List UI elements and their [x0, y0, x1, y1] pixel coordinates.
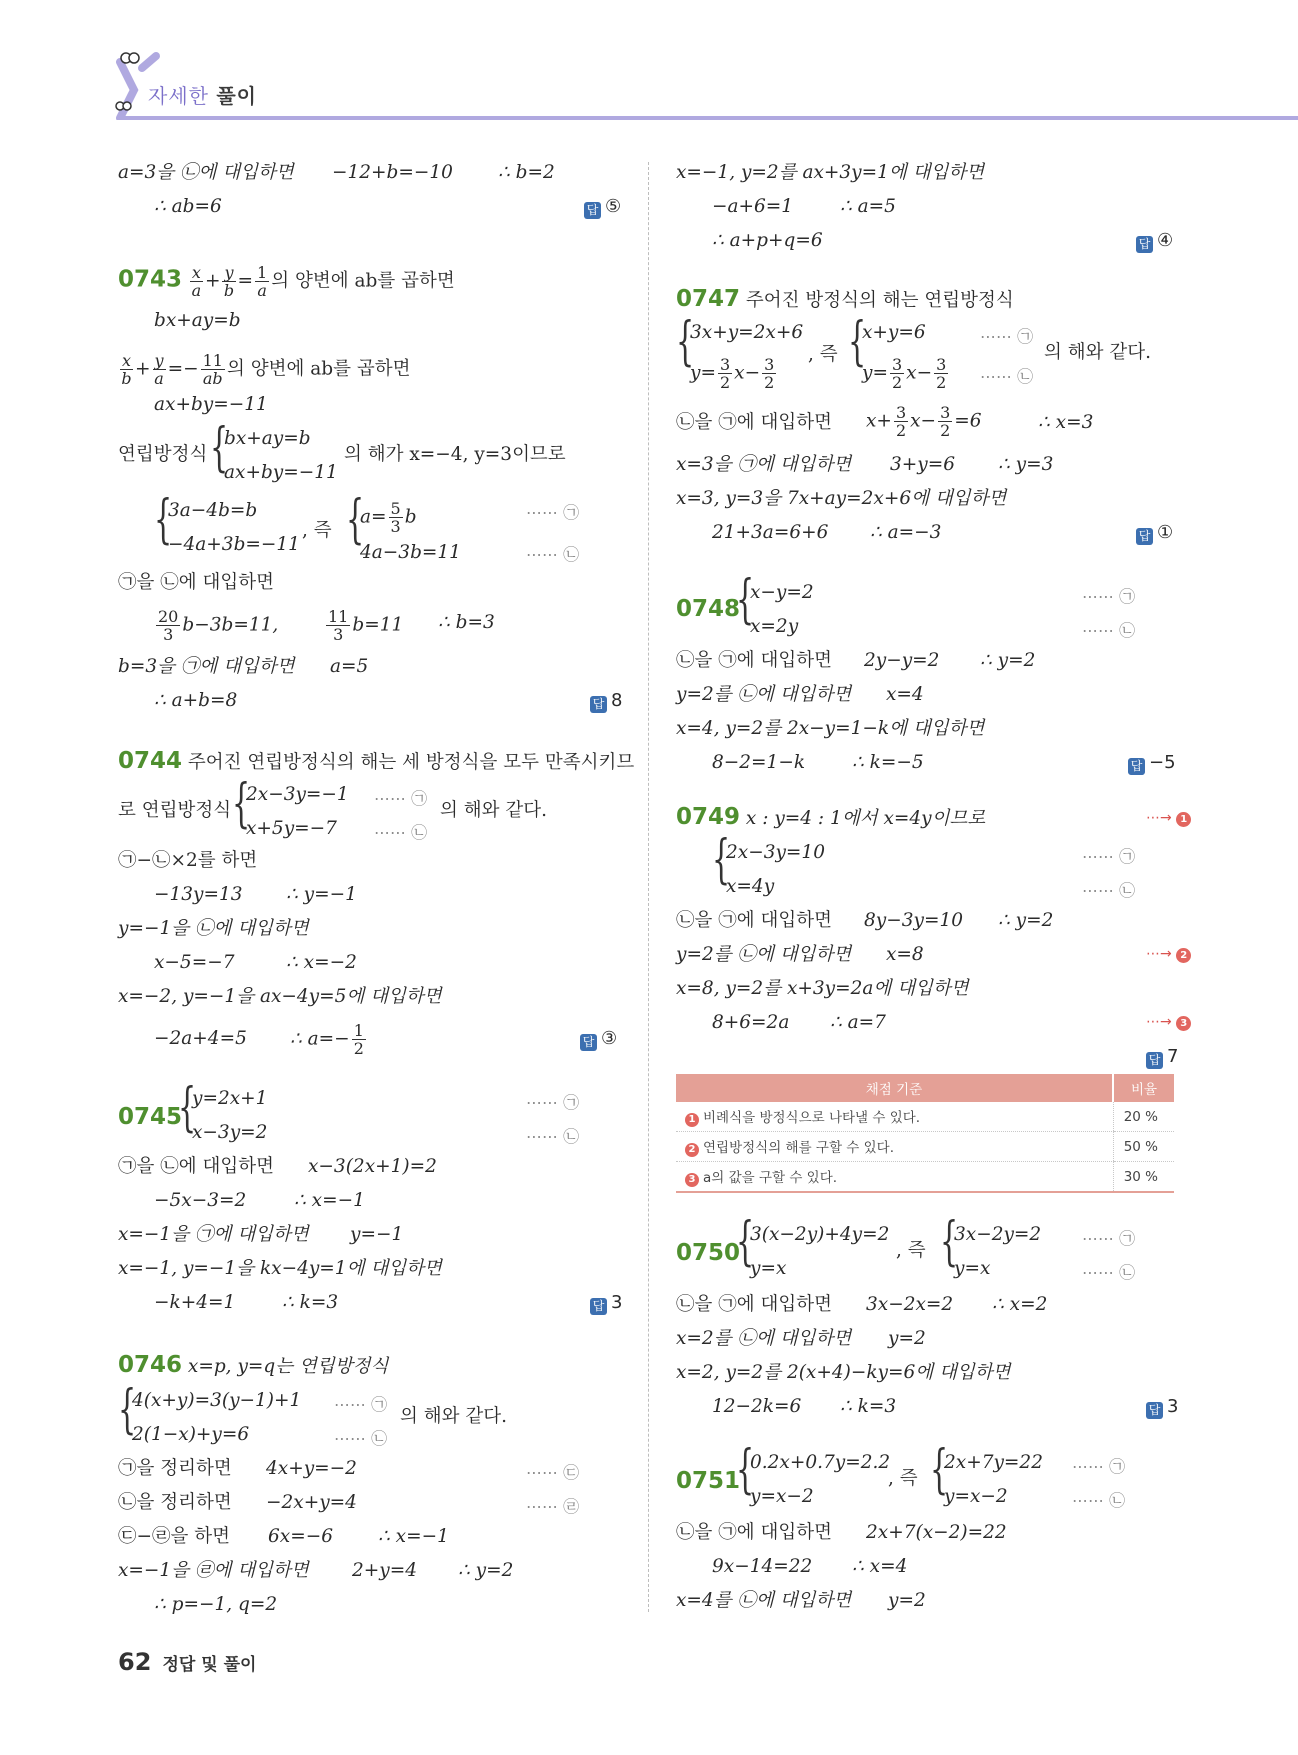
table-row: 1 비례식을 방정식으로 나타낼 수 있다. 20 %	[676, 1102, 1174, 1132]
brace-icon: {	[736, 1212, 755, 1272]
answer-tag-icon: 답	[580, 1034, 597, 1051]
text-line: ∴ x=3	[1038, 412, 1094, 433]
table-header-criteria: 채점 기준	[676, 1074, 1113, 1102]
text-line: −k+4=1	[154, 1292, 236, 1313]
text-line: , 즉	[896, 1240, 926, 1261]
text-line: y=−1	[350, 1224, 404, 1245]
text-line: ∴ x=4	[852, 1556, 908, 1577]
text-line: ∴ y=2	[980, 650, 1036, 671]
text-line: x−3y=2	[192, 1122, 268, 1143]
text-line: ∴ b=2	[498, 162, 555, 183]
text-line: ㉡을 ㉠에 대입하면	[676, 650, 832, 671]
problem-0745: 0745	[118, 1104, 183, 1130]
text-line: 21+3a=6+6	[712, 522, 829, 543]
brace-icon: {	[940, 1212, 959, 1272]
answer-tag-icon: 답	[590, 696, 607, 713]
text-line: 4x+y=−2	[266, 1458, 357, 1479]
text-line: −a+6=1	[712, 196, 794, 217]
text-line: ㉡을 ㉠에 대입하면	[676, 412, 832, 433]
text-line: 3x+y=2x+6	[690, 322, 804, 343]
text-line: ㉠을 ㉡에 대입하면	[118, 572, 274, 593]
page-number: 62	[118, 1648, 152, 1676]
text-line: , 즉	[808, 344, 838, 365]
text-line: 8−2=1−k	[712, 752, 806, 773]
scoring-table	[676, 1074, 1174, 1193]
equation-marker: ⋯⋯ ㉠	[526, 503, 580, 522]
text-line: 4(x+y)=3(y−1)+1	[132, 1390, 302, 1411]
answer-tag-icon: 답	[1146, 1052, 1163, 1069]
brace-icon: {	[848, 312, 867, 372]
text-line: y=x	[954, 1258, 991, 1279]
answer-tag-icon: 답	[1136, 528, 1153, 545]
text-line: ∴ a=− $\frac{1}{2}$	[290, 1021, 364, 1058]
brace-icon: {	[178, 1078, 197, 1138]
text-line: x=8	[886, 944, 924, 965]
table-row: 3 a의 값을 구할 수 있다. 30 %	[676, 1162, 1174, 1193]
text-line: ∴ x=−1	[294, 1190, 365, 1211]
text-line: x=4	[886, 684, 924, 705]
text-line: x=−2, y=−1을 ax−4y=5에 대입하면	[118, 986, 442, 1007]
text-line: b=3을 ㉠에 대입하면	[118, 656, 295, 677]
text-line: a=5	[330, 656, 369, 677]
left-column	[118, 0, 638, 1755]
text-line: x=−1을 ㉣에 대입하면	[118, 1560, 309, 1581]
text-line: ∴ ab=6	[154, 196, 222, 217]
text-line: y=x−2	[750, 1486, 814, 1507]
text-line: 의 해가 x=−4, y=3이므로	[344, 444, 566, 465]
text-line: x+ $\frac{3}{2}$ x− $\frac{3}{2}$ =6	[866, 403, 982, 440]
text-line: ∴ y=−1	[286, 884, 357, 905]
equation-marker: ⋯⋯ ㉡	[1082, 881, 1136, 900]
answer-tag-icon: 답	[590, 1298, 607, 1315]
text-line: ∴ x=−2	[286, 952, 357, 973]
text-line: −13y=13	[154, 884, 243, 905]
text-line: −2x+y=4	[266, 1492, 357, 1513]
brace-icon: {	[676, 312, 695, 372]
text-line: 2y−y=2	[864, 650, 940, 671]
text-line: 3+y=6	[890, 454, 955, 475]
text-line: ax+by=−11	[154, 394, 268, 415]
text-line: $\frac{x}{b}$ + $\frac{y}{a}$ =− $\frac{11}{ab}$ 의 양변에 ab를 곱하면	[121, 351, 411, 388]
equation-marker: ⋯⋯ ㉠	[1082, 847, 1136, 866]
text-line: x=2y	[750, 616, 799, 637]
text-line: ∴ k=3	[282, 1292, 339, 1313]
text-line: y= $\frac{3}{2}$ x− $\frac{3}{2}$	[690, 355, 775, 392]
brace-icon: {	[210, 418, 229, 478]
text-line: ∴ b=3	[438, 612, 495, 633]
text-line: 9x−14=22	[712, 1556, 813, 1577]
text-line: x=−1, y=−1을 kx−4y=1에 대입하면	[118, 1258, 442, 1279]
table-row: 2 연립방정식의 해를 구할 수 있다. 50 %	[676, 1132, 1174, 1162]
equation-marker: ⋯⋯ ㉣	[526, 1497, 580, 1516]
text-line: 2+y=4	[352, 1560, 417, 1581]
answer-label: 답 3	[1146, 1396, 1178, 1419]
text-line: 의 해와 같다.	[400, 1406, 507, 1427]
equation-marker: ⋯⋯ ㉠	[526, 1093, 580, 1112]
text-line: 12−2k=6	[712, 1396, 802, 1417]
text-line: 3(x−2y)+4y=2	[750, 1224, 890, 1245]
text-line: x+5y=−7	[246, 818, 337, 839]
equation-marker: ⋯⋯ ㉠	[1072, 1457, 1126, 1476]
text-line: 2x+7(x−2)=22	[866, 1522, 1007, 1543]
text-line: 의 해와 같다.	[1044, 342, 1151, 363]
equation-marker: ⋯⋯ ㉠	[374, 789, 428, 808]
text-line: 3x−2x=2	[866, 1294, 954, 1315]
text-line: x−3(2x+1)=2	[308, 1156, 437, 1177]
text-line: 2x+7y=22	[944, 1452, 1043, 1473]
text-line: ㉢−㉣을 하면	[118, 1526, 230, 1547]
text-line: −12+b=−10	[332, 162, 453, 183]
text-line: ㉡을 ㉠에 대입하면	[676, 1294, 832, 1315]
answer-label: 답 ⑤	[584, 196, 621, 219]
problem-0747: 0747 주어진 방정식의 해는 연립방정식	[676, 286, 1014, 312]
step-marker: ⋯→ 2	[1146, 946, 1191, 963]
answer-tag-icon: 답	[1136, 236, 1153, 253]
text-line: ㉠을 ㉡에 대입하면	[118, 1156, 274, 1177]
answer-label: 답 ①	[1136, 522, 1173, 545]
text-line: y=2	[888, 1590, 926, 1611]
text-line: ㉡을 ㉠에 대입하면	[676, 1522, 832, 1543]
text-line: 연립방정식	[118, 444, 208, 465]
text-line: 8+6=2a	[712, 1012, 790, 1033]
text-line: x−y=2	[750, 582, 814, 603]
text-line: ㉡을 ㉠에 대입하면	[676, 910, 832, 931]
fraction: $\frac{y}{b}$	[223, 263, 235, 300]
equation-marker: ⋯⋯ ㉡	[1082, 1263, 1136, 1282]
brace-icon: {	[346, 490, 365, 550]
text-line: ∴ p=−1, q=2	[154, 1594, 278, 1615]
text-line: ∴ a=−3	[870, 522, 942, 543]
column-divider	[648, 162, 649, 1612]
text-line: ∴ a=5	[840, 196, 896, 217]
text-line: 2(1−x)+y=6	[132, 1424, 250, 1445]
equation-marker: ⋯⋯ ㉡	[1082, 621, 1136, 640]
text-line: x=−1을 ㉠에 대입하면	[118, 1224, 309, 1245]
text-line: , 즉	[888, 1468, 918, 1489]
text-line: 3x−2y=2	[954, 1224, 1042, 1245]
text-line: 2x−3y=10	[726, 842, 825, 863]
answer-tag-icon: 답	[1128, 758, 1145, 775]
page-footer	[118, 1648, 256, 1676]
equation-marker: ⋯⋯ ㉠	[1082, 587, 1136, 606]
problem-0743: 0743 $\frac{x}{a}$ + $\frac{y}{b}$ = $\frac{1}{a}$ 의 양변에 ab를 곱하면	[118, 263, 455, 300]
answer-label: 답 ④	[1136, 230, 1173, 253]
step-marker: ⋯→ 1	[1146, 810, 1191, 827]
equation-marker: ⋯⋯ ㉢	[526, 1463, 580, 1482]
text-line: ∴ a=7	[830, 1012, 886, 1033]
text-line: y=x−2	[944, 1486, 1008, 1507]
text-line: y=2	[888, 1328, 926, 1349]
text-line: ∴ y=2	[998, 910, 1054, 931]
answer-label: 답 3	[590, 1292, 622, 1315]
text-line: y=x	[750, 1258, 787, 1279]
text-line: ∴ a+b=8	[154, 690, 238, 711]
text-line: $\frac{11}{3}$ b=11	[328, 607, 404, 644]
text-line: −2a+4=5	[154, 1028, 247, 1049]
text-line: ∴ x=2	[992, 1294, 1048, 1315]
text-line: ㉡을 정리하면	[118, 1492, 232, 1513]
brace-icon: {	[232, 774, 251, 834]
text-line: y=2를 ㉡에 대입하면	[676, 944, 852, 965]
text-line: 3a−4b=b	[168, 500, 258, 521]
equation-marker: ⋯⋯ ㉡	[334, 1429, 388, 1448]
text-line: ∴ x=−1	[378, 1526, 449, 1547]
text-line: a= $\frac{5}{3}$ b	[360, 499, 417, 536]
text-line: x+y=6	[862, 322, 926, 343]
text-line: x=4를 ㉡에 대입하면	[676, 1590, 852, 1611]
header-title: 자세한 풀이	[148, 84, 257, 108]
table-header-ratio: 비율	[1113, 1074, 1174, 1102]
equation-marker: ⋯⋯ ㉡	[1072, 1491, 1126, 1510]
fraction: $\frac{1}{a}$	[257, 263, 268, 300]
equation-marker: ⋯⋯ ㉠	[980, 327, 1034, 346]
text-line: x=3을 ㉠에 대입하면	[676, 454, 852, 475]
problem-0746: 0746 x=p, y=q는 연립방정식	[118, 1352, 389, 1378]
text-line: 6x=−6	[268, 1526, 333, 1547]
text-line: 의 해와 같다.	[440, 800, 547, 821]
text-line: 2x−3y=−1	[246, 784, 349, 805]
text-line: 0.2x+0.7y=2.2	[750, 1452, 891, 1473]
text-line: x=4y	[726, 876, 775, 897]
brace-icon: {	[118, 1380, 137, 1440]
text-line: ∴ y=2	[458, 1560, 514, 1581]
equation-marker: ⋯⋯ ㉠	[1082, 1229, 1136, 1248]
answer-label: 답 −5	[1128, 752, 1176, 775]
problem-0750: 0750	[676, 1240, 741, 1266]
table-header-row	[676, 1074, 1174, 1102]
text-line: ∴ k=−5	[852, 752, 924, 773]
answer-label: 답 ③	[580, 1028, 617, 1051]
equation-marker: ⋯⋯ ㉡	[526, 1127, 580, 1146]
equation-marker: ⋯⋯ ㉡	[526, 545, 580, 564]
text-line: ax+by=−11	[224, 462, 338, 483]
text-line: x=3, y=3을 7x+ay=2x+6에 대입하면	[676, 488, 1007, 509]
brace-icon: {	[930, 1440, 949, 1500]
text-line: ㉠−㉡×2를 하면	[118, 850, 258, 871]
text-line: ∴ y=3	[998, 454, 1054, 475]
right-column	[676, 0, 1196, 1755]
brace-icon: {	[712, 830, 731, 890]
text-line: x−5=−7	[154, 952, 235, 973]
answer-tag-icon: 답	[1146, 1402, 1163, 1419]
problem-0748: 0748	[676, 596, 741, 622]
answer-label: 답 8	[590, 690, 622, 713]
text-line: a=3을 ㉡에 대입하면	[118, 162, 294, 183]
answer-label: 답 7	[1146, 1046, 1178, 1069]
text-line: 4a−3b=11	[360, 542, 461, 563]
brace-icon: {	[736, 570, 755, 630]
problem-0744: 0744 주어진 연립방정식의 해는 세 방정식을 모두 만족시키므	[118, 748, 635, 774]
fraction: $\frac{x}{a}$	[191, 263, 202, 300]
problem-0749: 0749 x : y=4 : 1에서 x=4y이므로	[676, 804, 986, 830]
text-line: ∴ a+p+q=6	[712, 230, 823, 251]
brace-icon: {	[736, 1440, 755, 1500]
text-line: y=2x+1	[192, 1088, 268, 1109]
text-line: x=2를 ㉡에 대입하면	[676, 1328, 852, 1349]
text-line: x=4, y=2를 2x−y=1−k에 대입하면	[676, 718, 985, 739]
answer-tag-icon: 답	[584, 202, 601, 219]
text-line: ㉠을 정리하면	[118, 1458, 232, 1479]
text-line: $\frac{20}{3}$ b−3b=11,	[158, 607, 279, 644]
text-line: −5x−3=2	[154, 1190, 247, 1211]
text-line: x=8, y=2를 x+3y=2a에 대입하면	[676, 978, 969, 999]
equation-marker: ⋯⋯ ㉠	[334, 1395, 388, 1414]
equation-marker: ⋯⋯ ㉡	[374, 823, 428, 842]
text-line: −4a+3b=−11	[168, 534, 300, 555]
brace-icon: {	[154, 490, 173, 550]
text-line: bx+ay=b	[154, 310, 241, 331]
text-line: y=2를 ㉡에 대입하면	[676, 684, 852, 705]
step-marker: ⋯→ 3	[1146, 1014, 1191, 1031]
problem-0751: 0751	[676, 1468, 741, 1494]
text-line: 8y−3y=10	[864, 910, 963, 931]
text-line: , 즉	[302, 520, 332, 541]
text-line: y= $\frac{3}{2}$ x− $\frac{3}{2}$	[862, 355, 947, 392]
text-line: x=2, y=2를 2(x+4)−ky=6에 대입하면	[676, 1362, 1011, 1383]
text-line: bx+ay=b	[224, 428, 311, 449]
text-line: ∴ k=3	[840, 1396, 897, 1417]
text-line: x=−1, y=2를 ax+3y=1에 대입하면	[676, 162, 985, 183]
text-line: 로 연립방정식	[118, 800, 232, 821]
text-line: y=−1을 ㉡에 대입하면	[118, 918, 309, 939]
equation-marker: ⋯⋯ ㉡	[980, 367, 1034, 386]
footer-title: 정답 및 풀이	[162, 1655, 257, 1675]
